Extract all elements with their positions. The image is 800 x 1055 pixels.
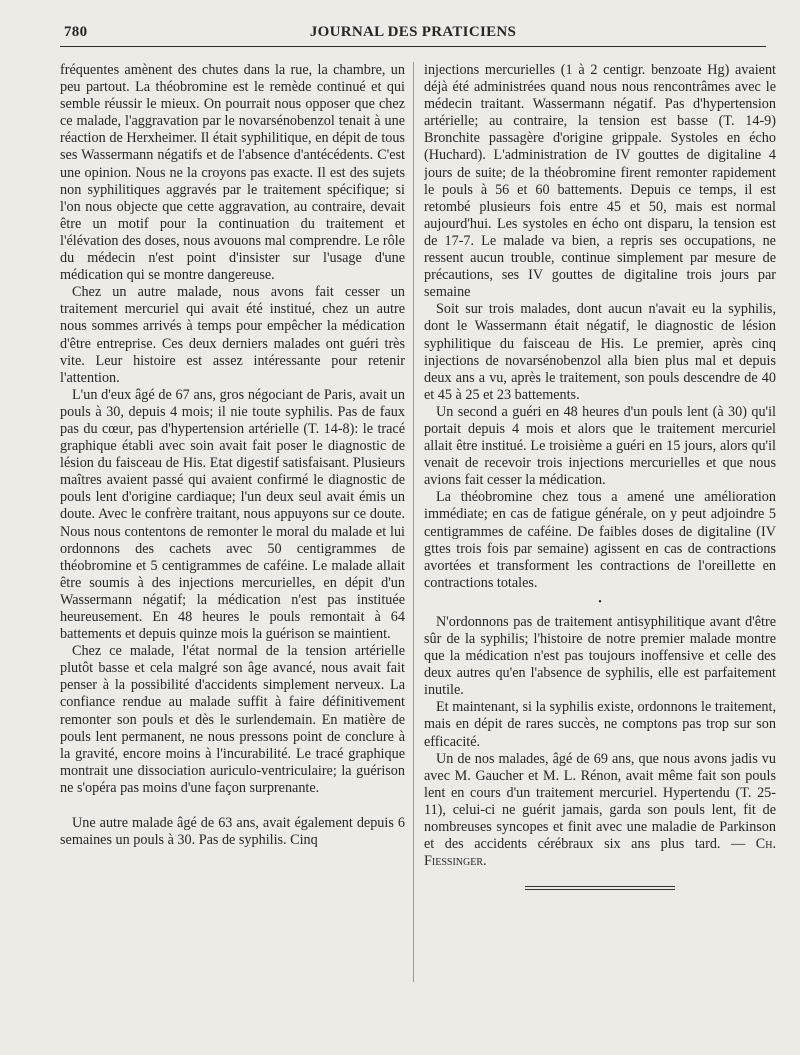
left-paragraph-4: Chez ce malade, l'état normal de la tension artérielle plutôt basse et cela malgré son âge avancé, nous avait fait penser à la possibilité d'accidents simplement nerveux. La confiance rendue au malade suffit à faire définitivement remonter son pouls et dès le surlendemain. En matière de pouls lent permanent, ne nous pressons point de conclure à la gravité, encore moins à l'incurabilité. Le tracé graphique montrait une dissociation auriculo-ventriculaire; la guérison ne s'opéra pas moins d'une façon surprenante.: [60, 643, 405, 796]
right-paragraph-3: Un second a guéri en 48 heures d'un pouls lent (à 30) qu'il portait depuis 4 mois et alors que le traitement mercuriel allait être institué. Le troisième a guéri en 15 jours, alors qu'il venait de recevoir trois injections mercurielles et que nous avions fait cesser la médication.: [424, 403, 776, 489]
left-paragraph-5: Une autre malade âgé de 63 ans, avait également depuis 6 semaines un pouls à 30. Pas de syphilis. Cinq: [60, 815, 405, 849]
left-paragraph-2: Chez un autre malade, nous avons fait cesser un traitement mercuriel qui avait été institué, chez un autre nous sommes arrivés à temps pour empêcher la médication d'être entreprise. Ces deux derniers malades ont guéri très vite. Leur histoire est assez intéressante pour retenir l'attention.: [60, 284, 405, 386]
right-paragraph-7: [424, 751, 776, 871]
page-number: 780: [64, 24, 88, 40]
author-signature: Ch. Fiessinger.: [424, 836, 776, 870]
right-paragraph-5: N'ordonnons pas de traitement antisyphilitique avant d'être sûr de la syphilis; l'histoire de notre premier malade montre que la médication n'est pas toujours inoffensive et celle des deux autres qu'en l'absence de syphilis, elle est parfaitement inutile.: [424, 613, 776, 699]
end-rule: [525, 886, 675, 890]
right-paragraph-7-text: Un de nos malades, âgé de 69 ans, que nous avons jadis vu avec M. Gaucher et M. L. Rénon, avait même fait son pouls lent en cours d'un traitement mercuriel. Hypertendu (T. 25-11), celui-ci ne guérit jamais, garda son pouls lent, fit de nombreuses syncopes et finit avec une maladie de Parkinson et des accidents cérébraux six ans plus tard. —: [424, 750, 776, 853]
left-paragraph-1: fréquentes amènent des chutes dans la rue, la chambre, un peu partout. La théobromine est le remède continué et qui semble réussir le mieux. On pourrait nous opposer que chez ce malade, l'aggravation par le novarsénobenzol tenait à une réaction de Herxheimer. Il était syphilitique, en dépit de tous ses Wassermann négatifs et de l'absence d'antécédents. C'est une opinion. Nous ne la croyons pas exacte. Il est des sujets non syphilitiques aggravés par le traitement spécifique; si l'on nous objecte que cette aggravation, au contraire, devait être un motif pour la continuation du traitement et l'élévation des doses, nous avouons mal comprendre. Le rôle du médecin n'est point d'insister sur l'usage d'une médication qui se montre dangereuse.: [60, 62, 405, 284]
right-column: [424, 62, 776, 1037]
section-separator: •: [598, 596, 602, 608]
right-paragraph-1: injections mercurielles (1 à 2 centigr. benzoate Hg) avaient déjà été administrées quand nous nous rencontrâmes avec le médecin traitant. Wassermann négatif. Pas d'hypertension artérielle; au contraire, la tension est basse (T. 14-9) Bronchite passagère d'origine grippale. Systoles en écho (Huchard). L'administration de IV gouttes de digitaline 4 jours de suite; de la théobromine firent remonter rapidement le pouls à 56 et 60 battements. Depuis ce temps, il est retombé plusieurs fois entre 45 et 50, mais est normal aujourd'hui. Les systoles en écho ont disparu, la tension est de 17-7. Le malade va bien, a repris ses occupations, ne ressent aucun trouble, continue simplement par mesure de précautions, ses IV gouttes de digitaline trois jours par semaine: [424, 62, 776, 301]
running-header: [60, 24, 766, 44]
left-paragraph-3: L'un d'eux âgé de 67 ans, gros négociant de Paris, avait un pouls à 30, depuis 4 mois; il nie toute syphilis. Pas de faux pas du cœur, pas d'hypertension artérielle (T. 14-8): le tracé graphique établi avec soin avait fait poser le diagnostic de lésion du faisceau de His. Etat digestif satisfaisant. Plusieurs maîtres avaient passé qui avaient confirmé le diagnostic de pouls lent d'origine cardiaque; l'un deux seul avait émis un doute. Avec le confrère traitant, nous appuyons sur ce doute. Nous nous contentons de remonter le moral du malade et lui ordonnons des cachets avec 50 centigrammes de théobromine et 5 centigrammes de caféine. Le malade allait être soumis à des injections mercurielles, en dépit d'un Wassermann négatif; la médication n'est pas instituée heureusement. En 48 heures le pouls remontait à 64 battements et depuis quinze mois la guérison se maintient.: [60, 386, 405, 643]
right-paragraph-4: La théobromine chez tous a amené une amélioration immédiate; en cas de fatigue générale, on y peut adjoindre 5 centigrammes de caféine. De faibles doses de digitaline (IV gttes trois fois par semaine) agissent en cas de contractions avortées et transforment les contractions de l'oreillette en contractions totales.: [424, 489, 776, 591]
paragraph-gap: [60, 797, 405, 815]
left-column: [60, 62, 405, 1037]
right-paragraph-2: Soit sur trois malades, dont aucun n'avait eu la syphilis, dont le Wassermann était négatif, le diagnostic de lésion syphilitique du faisceau de His. Le premier, après cinq injections de novarsénobenzol alla bien plus mal et depuis deux ans a vu, après le traitement, son pouls descendre de 40 et 45 à 25 et 23 battements.: [424, 301, 776, 403]
journal-title: JOURNAL DES PRATICIENS: [309, 24, 517, 40]
right-paragraph-6: Et maintenant, si la syphilis existe, ordonnons le traitement, mais en dépit de rares succès, ne comptons pas trop sur son efficacité.: [424, 699, 776, 750]
header-rule: [60, 46, 766, 47]
column-divider: [413, 62, 414, 982]
